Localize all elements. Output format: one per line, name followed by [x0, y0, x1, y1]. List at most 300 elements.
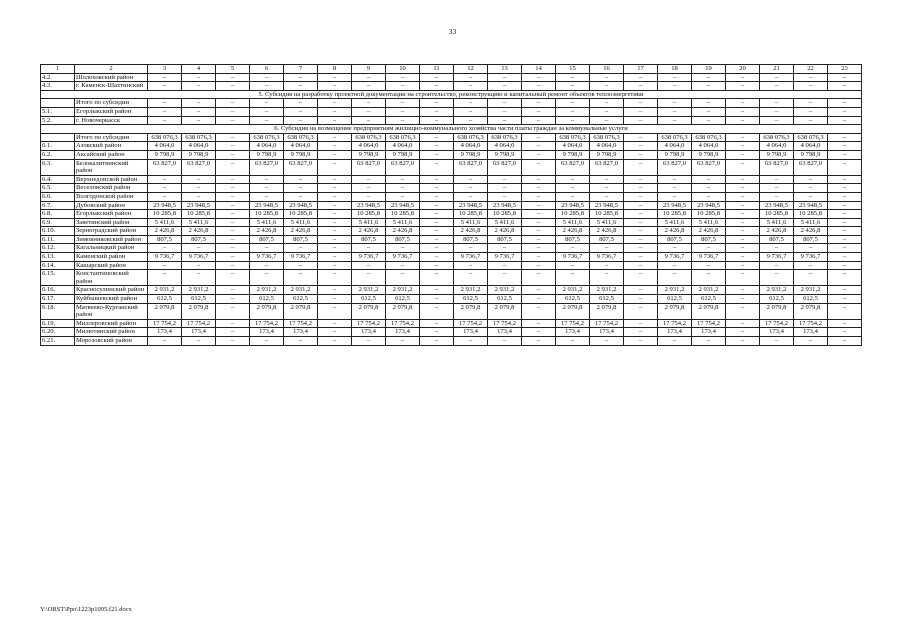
value-cell: – [216, 150, 250, 159]
value-cell: – [828, 73, 862, 82]
section-title: 5. Субсидия на разработку проектной документации на строительство, реконструкцию и капитальный ремонт объектов теплоэнергетики [41, 90, 862, 99]
value-cell: 10 285,8 [760, 210, 794, 219]
value-cell: – [216, 159, 250, 175]
value-cell: – [454, 116, 488, 125]
value-cell: 2 079,8 [590, 303, 624, 319]
value-cell: – [318, 253, 352, 262]
table-row [41, 286, 862, 295]
value-cell: 9 736,7 [590, 253, 624, 262]
value-cell: – [522, 159, 556, 175]
value-cell: – [352, 116, 386, 125]
column-header: 15 [556, 65, 590, 74]
value-cell: – [658, 82, 692, 91]
value-cell: – [726, 107, 760, 116]
value-cell: – [420, 270, 454, 286]
value-cell: – [284, 192, 318, 201]
value-cell: 2 079,8 [352, 303, 386, 319]
value-cell: – [590, 107, 624, 116]
value-cell: 807,5 [284, 235, 318, 244]
value-cell: – [216, 99, 250, 108]
value-cell: 2 079,8 [182, 303, 216, 319]
value-cell: 2 426,8 [658, 227, 692, 236]
value-cell: – [284, 184, 318, 193]
value-cell: 5 411,6 [590, 218, 624, 227]
value-cell: 9 798,9 [352, 150, 386, 159]
column-header: 13 [488, 65, 522, 74]
table-row [41, 184, 862, 193]
value-cell: 23 948,5 [692, 201, 726, 210]
value-cell: – [726, 116, 760, 125]
column-header: 6 [250, 65, 284, 74]
value-cell: 10 285,8 [182, 210, 216, 219]
value-cell: 23 948,5 [284, 201, 318, 210]
value-cell: 9 736,7 [556, 253, 590, 262]
value-cell: – [284, 270, 318, 286]
value-cell: 10 285,8 [386, 210, 420, 219]
district-name: Морозовский район [75, 337, 148, 346]
value-cell: – [148, 192, 182, 201]
value-cell: – [590, 244, 624, 253]
value-cell: – [726, 303, 760, 319]
value-cell: – [454, 175, 488, 184]
value-cell: 9 798,9 [148, 150, 182, 159]
value-cell: 4 064,0 [794, 142, 828, 151]
table-row [41, 253, 862, 262]
value-cell: – [352, 184, 386, 193]
table-row [41, 175, 862, 184]
value-cell: – [284, 337, 318, 346]
value-cell: – [658, 270, 692, 286]
value-cell: – [590, 192, 624, 201]
value-cell: – [284, 82, 318, 91]
value-cell: – [454, 270, 488, 286]
value-cell: – [624, 73, 658, 82]
table-row [41, 261, 862, 270]
value-cell: – [760, 82, 794, 91]
column-header: 5 [216, 65, 250, 74]
value-cell: – [454, 192, 488, 201]
value-cell: – [488, 244, 522, 253]
district-name: Дубовский район [75, 201, 148, 210]
value-cell: – [624, 82, 658, 91]
value-cell: – [420, 142, 454, 151]
value-cell: 9 736,7 [148, 253, 182, 262]
value-cell: – [522, 235, 556, 244]
value-cell: 9 798,9 [590, 150, 624, 159]
value-cell: – [794, 107, 828, 116]
value-cell: – [284, 73, 318, 82]
value-cell: 17 754,2 [692, 319, 726, 328]
district-name: Заветинский район [75, 218, 148, 227]
value-cell: 17 754,2 [556, 319, 590, 328]
column-header: 10 [386, 65, 420, 74]
value-cell: 5 411,6 [352, 218, 386, 227]
value-cell: – [318, 107, 352, 116]
district-name: Итого по субсидии [75, 99, 148, 108]
value-cell: 23 948,5 [386, 201, 420, 210]
district-name: Константиновский район [75, 270, 148, 286]
value-cell: 612,5 [182, 295, 216, 304]
value-cell: 4 064,0 [182, 142, 216, 151]
column-header: 19 [692, 65, 726, 74]
value-cell: – [250, 261, 284, 270]
value-cell: – [250, 192, 284, 201]
value-cell: 5 411,6 [692, 218, 726, 227]
value-cell: 4 064,0 [556, 142, 590, 151]
value-cell: 807,5 [386, 235, 420, 244]
value-cell: – [216, 133, 250, 142]
value-cell: – [420, 184, 454, 193]
value-cell: – [828, 235, 862, 244]
value-cell: – [420, 159, 454, 175]
value-cell: – [182, 99, 216, 108]
value-cell: – [352, 244, 386, 253]
column-header: 11 [420, 65, 454, 74]
value-cell: 10 285,8 [250, 210, 284, 219]
value-cell: – [148, 73, 182, 82]
value-cell: – [250, 337, 284, 346]
value-cell: – [216, 175, 250, 184]
value-cell: – [148, 175, 182, 184]
value-cell: – [318, 142, 352, 151]
column-header: 2 [75, 65, 148, 74]
row-number: 6.6. [41, 192, 75, 201]
value-cell: 63 827,0 [556, 159, 590, 175]
value-cell: 2 426,8 [590, 227, 624, 236]
value-cell: – [828, 150, 862, 159]
value-cell: – [760, 116, 794, 125]
value-cell: – [692, 99, 726, 108]
value-cell: – [522, 253, 556, 262]
value-cell: 2 079,8 [488, 303, 522, 319]
value-cell: – [454, 82, 488, 91]
value-cell: – [522, 201, 556, 210]
value-cell: 807,5 [590, 235, 624, 244]
column-header: 17 [624, 65, 658, 74]
value-cell: 4 064,0 [692, 142, 726, 151]
column-header: 18 [658, 65, 692, 74]
table-row [41, 73, 862, 82]
value-cell: – [318, 328, 352, 337]
subsidy-table [40, 64, 862, 346]
value-cell: 173,4 [692, 328, 726, 337]
value-cell: – [726, 210, 760, 219]
value-cell: – [216, 227, 250, 236]
value-cell: – [828, 227, 862, 236]
table-row [41, 227, 862, 236]
value-cell: – [522, 133, 556, 142]
value-cell: – [318, 303, 352, 319]
value-cell: – [828, 218, 862, 227]
value-cell: – [624, 107, 658, 116]
value-cell: – [556, 116, 590, 125]
header-row [41, 65, 862, 74]
value-cell: – [216, 286, 250, 295]
value-cell: 9 798,9 [488, 150, 522, 159]
value-cell: 2 079,8 [386, 303, 420, 319]
section-header-row [41, 125, 862, 134]
value-cell: 173,4 [590, 328, 624, 337]
value-cell: – [216, 244, 250, 253]
table-row [41, 133, 862, 142]
value-cell: 9 798,9 [454, 150, 488, 159]
value-cell: 23 948,5 [590, 201, 624, 210]
value-cell: 612,5 [556, 295, 590, 304]
value-cell: 9 736,7 [284, 253, 318, 262]
value-cell: – [216, 337, 250, 346]
value-cell: – [522, 328, 556, 337]
value-cell: 638 076,3 [760, 133, 794, 142]
value-cell: 2 426,8 [148, 227, 182, 236]
value-cell: – [828, 244, 862, 253]
value-cell: 9 798,9 [250, 150, 284, 159]
row-number: 6.8. [41, 210, 75, 219]
value-cell: 638 076,3 [658, 133, 692, 142]
section-title: 6. Субсидия на возмещение предприятиям жилищно-коммунального хозяйства части платы граждан за коммунальные услуги [41, 125, 862, 134]
value-cell: – [522, 107, 556, 116]
value-cell: – [420, 244, 454, 253]
table-row [41, 328, 862, 337]
value-cell: 173,4 [488, 328, 522, 337]
value-cell: – [726, 235, 760, 244]
value-cell: – [556, 82, 590, 91]
value-cell: 63 827,0 [454, 159, 488, 175]
value-cell: 17 754,2 [488, 319, 522, 328]
value-cell: – [726, 218, 760, 227]
value-cell: 9 798,9 [284, 150, 318, 159]
table-row [41, 107, 862, 116]
value-cell: 9 798,9 [692, 150, 726, 159]
value-cell: 4 064,0 [148, 142, 182, 151]
column-header: 14 [522, 65, 556, 74]
row-number [41, 99, 75, 108]
row-number: 6.17. [41, 295, 75, 304]
value-cell: – [216, 210, 250, 219]
value-cell: 2 079,8 [148, 303, 182, 319]
row-number: 6.12. [41, 244, 75, 253]
value-cell: 638 076,3 [692, 133, 726, 142]
value-cell: 5 411,6 [488, 218, 522, 227]
value-cell: – [658, 107, 692, 116]
value-cell: 638 076,3 [250, 133, 284, 142]
value-cell: 23 948,5 [250, 201, 284, 210]
value-cell: – [284, 175, 318, 184]
value-cell: – [556, 192, 590, 201]
value-cell: – [216, 107, 250, 116]
value-cell: 638 076,3 [386, 133, 420, 142]
value-cell: 4 064,0 [386, 142, 420, 151]
value-cell: 612,5 [386, 295, 420, 304]
value-cell: – [794, 192, 828, 201]
value-cell: – [522, 99, 556, 108]
value-cell: – [828, 99, 862, 108]
value-cell: – [794, 116, 828, 125]
value-cell: 173,4 [352, 328, 386, 337]
value-cell: – [216, 270, 250, 286]
value-cell: – [386, 184, 420, 193]
value-cell: – [828, 210, 862, 219]
value-cell: – [318, 82, 352, 91]
value-cell: – [318, 201, 352, 210]
value-cell: – [624, 319, 658, 328]
value-cell: – [420, 253, 454, 262]
table-row [41, 295, 862, 304]
value-cell: – [556, 184, 590, 193]
value-cell: – [624, 235, 658, 244]
row-number: 6.1. [41, 142, 75, 151]
value-cell: 2 426,8 [692, 227, 726, 236]
district-name: Белокалитвинский район [75, 159, 148, 175]
value-cell: – [556, 73, 590, 82]
table-row [41, 142, 862, 151]
value-cell: – [590, 116, 624, 125]
value-cell: – [658, 184, 692, 193]
value-cell: – [216, 328, 250, 337]
value-cell: 10 285,8 [454, 210, 488, 219]
value-cell: – [556, 99, 590, 108]
value-cell: 5 411,6 [794, 218, 828, 227]
value-cell: 23 948,5 [352, 201, 386, 210]
value-cell: – [182, 116, 216, 125]
value-cell: – [760, 261, 794, 270]
value-cell: – [590, 337, 624, 346]
value-cell: 612,5 [590, 295, 624, 304]
value-cell: 807,5 [352, 235, 386, 244]
value-cell: – [692, 107, 726, 116]
value-cell: 63 827,0 [794, 159, 828, 175]
value-cell: 2 079,8 [658, 303, 692, 319]
value-cell: – [692, 261, 726, 270]
value-cell: 17 754,2 [182, 319, 216, 328]
value-cell: – [250, 82, 284, 91]
value-cell: 638 076,3 [148, 133, 182, 142]
value-cell: – [182, 270, 216, 286]
value-cell: – [488, 261, 522, 270]
value-cell: 9 736,7 [454, 253, 488, 262]
value-cell: 17 754,2 [352, 319, 386, 328]
value-cell: 2 931,2 [692, 286, 726, 295]
value-cell: – [658, 175, 692, 184]
value-cell: 638 076,3 [182, 133, 216, 142]
value-cell: 173,4 [556, 328, 590, 337]
value-cell: 638 076,3 [488, 133, 522, 142]
value-cell: 17 754,2 [250, 319, 284, 328]
value-cell: – [522, 192, 556, 201]
value-cell: – [692, 184, 726, 193]
value-cell: – [386, 175, 420, 184]
value-cell: – [522, 244, 556, 253]
value-cell: 23 948,5 [148, 201, 182, 210]
value-cell: – [794, 82, 828, 91]
table-row [41, 337, 862, 346]
value-cell: 807,5 [182, 235, 216, 244]
value-cell: – [386, 107, 420, 116]
value-cell: – [318, 73, 352, 82]
value-cell: – [590, 73, 624, 82]
value-cell: – [828, 142, 862, 151]
value-cell: – [318, 210, 352, 219]
value-cell: – [284, 116, 318, 125]
value-cell: – [590, 175, 624, 184]
value-cell: 23 948,5 [658, 201, 692, 210]
value-cell: – [726, 159, 760, 175]
value-cell: – [488, 82, 522, 91]
value-cell: 17 754,2 [760, 319, 794, 328]
value-cell: – [420, 107, 454, 116]
value-cell: – [556, 175, 590, 184]
value-cell: – [182, 82, 216, 91]
value-cell: – [726, 142, 760, 151]
value-cell: – [556, 337, 590, 346]
value-cell: – [318, 175, 352, 184]
value-cell: 5 411,6 [182, 218, 216, 227]
column-header: 12 [454, 65, 488, 74]
value-cell: – [828, 286, 862, 295]
value-cell: – [624, 328, 658, 337]
value-cell: 2 931,2 [658, 286, 692, 295]
value-cell: – [760, 99, 794, 108]
column-header: 16 [590, 65, 624, 74]
value-cell: – [726, 253, 760, 262]
value-cell: 10 285,8 [794, 210, 828, 219]
value-cell: 612,5 [454, 295, 488, 304]
value-cell: 173,4 [284, 328, 318, 337]
value-cell: – [352, 261, 386, 270]
value-cell: 2 931,2 [148, 286, 182, 295]
value-cell: – [386, 73, 420, 82]
value-cell: 2 426,8 [488, 227, 522, 236]
value-cell: – [250, 116, 284, 125]
table-row [41, 192, 862, 201]
value-cell: 9 736,7 [692, 253, 726, 262]
value-cell: 2 426,8 [352, 227, 386, 236]
value-cell: – [658, 116, 692, 125]
value-cell: 4 064,0 [284, 142, 318, 151]
row-number: 6.19. [41, 319, 75, 328]
value-cell: 2 079,8 [794, 303, 828, 319]
value-cell: 5 411,6 [658, 218, 692, 227]
value-cell: 2 426,8 [250, 227, 284, 236]
value-cell: – [386, 99, 420, 108]
value-cell: – [386, 270, 420, 286]
value-cell: 17 754,2 [794, 319, 828, 328]
value-cell: – [386, 192, 420, 201]
value-cell: – [420, 73, 454, 82]
value-cell: 23 948,5 [488, 201, 522, 210]
value-cell: – [420, 218, 454, 227]
value-cell: 638 076,3 [590, 133, 624, 142]
row-number: 6.21. [41, 337, 75, 346]
value-cell: – [522, 184, 556, 193]
value-cell: – [318, 270, 352, 286]
value-cell: – [216, 295, 250, 304]
value-cell: 9 736,7 [760, 253, 794, 262]
value-cell: – [216, 303, 250, 319]
value-cell: 2 931,2 [182, 286, 216, 295]
value-cell: 10 285,8 [284, 210, 318, 219]
value-cell: 10 285,8 [590, 210, 624, 219]
value-cell: – [148, 337, 182, 346]
value-cell: 5 411,6 [454, 218, 488, 227]
table-row [41, 303, 862, 319]
value-cell: – [284, 261, 318, 270]
value-cell: – [794, 99, 828, 108]
value-cell: – [488, 270, 522, 286]
value-cell: 2 931,2 [488, 286, 522, 295]
value-cell: – [794, 73, 828, 82]
value-cell: – [794, 270, 828, 286]
value-cell: – [522, 142, 556, 151]
